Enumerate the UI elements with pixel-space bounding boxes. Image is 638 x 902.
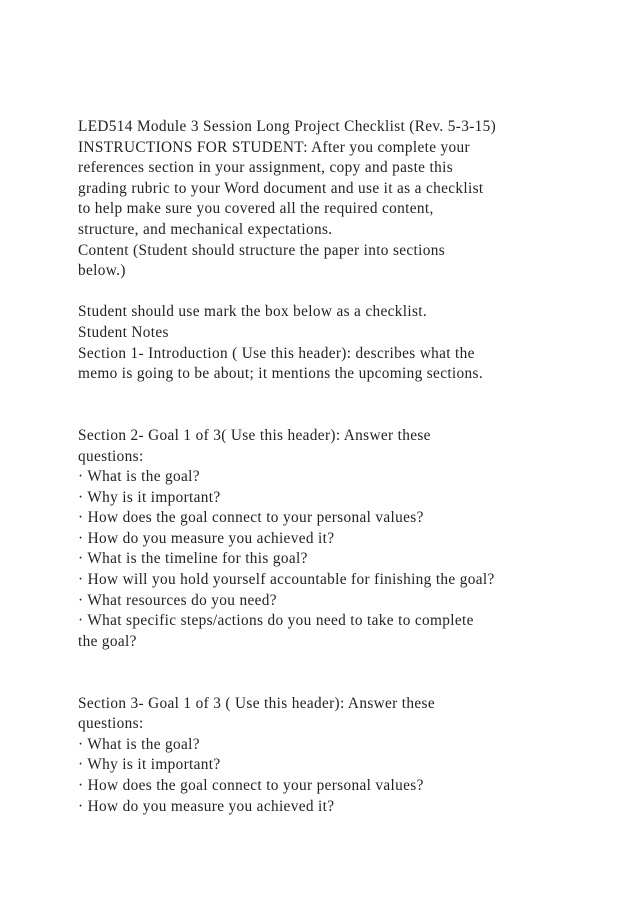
bullet-item: · How does the goal connect to your personal values?	[78, 777, 424, 794]
section-1-text: memo is going to be about; it mentions the upcoming sections.	[78, 365, 484, 383]
bullet-item: · What resources do you need?	[78, 591, 277, 609]
section-2-heading: Section 2- Goal 1 of 3( Use this header): Answer these	[78, 426, 431, 444]
bullet-item: · Why is it important?	[78, 488, 221, 506]
student-notes-label: Student Notes	[78, 323, 169, 341]
instructions-line: structure, and mechanical expectations.	[78, 220, 333, 238]
blank-line	[78, 673, 623, 694]
section-2-heading: questions:	[78, 447, 144, 465]
instructions-line: to help make sure you covered all the required content,	[78, 200, 434, 218]
bullet-item: · How does the goal connect to your personal values?	[78, 509, 424, 527]
section-3-heading: questions:	[78, 715, 144, 733]
bullet-item-continuation: the goal?	[78, 632, 137, 650]
blank-line	[78, 282, 623, 303]
blank-line	[78, 385, 623, 406]
instructions-line: INSTRUCTIONS FOR STUDENT: After you complete your	[78, 138, 470, 156]
bullet-item: · What is the goal?	[78, 468, 200, 486]
bullet-item: · How will you hold yourself accountable for finishing the goal?	[78, 571, 495, 589]
content-heading: Content (Student should structure the paper into sections	[78, 241, 446, 259]
content-heading: below.)	[78, 262, 126, 280]
checklist-note: Student should use mark the box below as a checklist.	[78, 303, 428, 321]
document-title: LED514 Module 3 Session Long Project Checklist (Rev. 5-3-15)	[78, 118, 497, 135]
bullet-item: · What is the goal?	[78, 735, 200, 753]
blank-line	[78, 405, 623, 426]
section-3-heading: Section 3- Goal 1 of 3 ( Use this header): Answer these	[78, 694, 435, 712]
bullet-item: · How do you measure you achieved it?	[78, 529, 335, 547]
bullet-item: · What specific steps/actions do you need to take to complete	[78, 612, 474, 630]
bullet-item: · How do you measure you achieved it?	[78, 797, 335, 815]
instructions-line: references section in your assignment, copy and paste this	[78, 159, 453, 177]
bullet-item: · What is the timeline for this goal?	[78, 550, 308, 568]
bullet-item: · Why is it important?	[78, 756, 221, 774]
section-1-text: Section 1- Introduction ( Use this header): describes what the	[78, 344, 475, 362]
document-body	[78, 117, 623, 817]
instructions-line: grading rubric to your Word document and use it as a checklist	[78, 179, 484, 197]
blank-line	[78, 652, 623, 673]
